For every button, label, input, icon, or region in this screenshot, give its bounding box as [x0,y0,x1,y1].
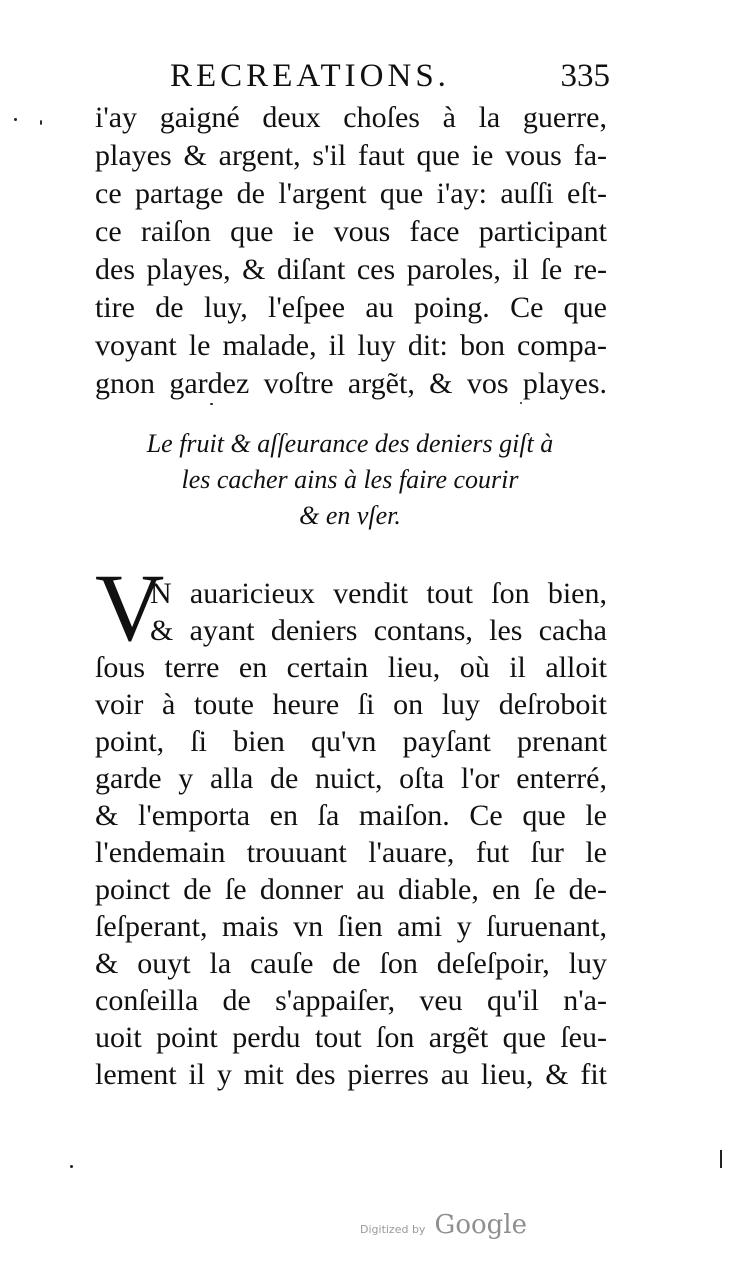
paragraph-line: ce partage de l'argent que i'ay: auſſi eſt- [95,177,607,210]
scan-speck [70,1165,73,1168]
paragraph-line: i'ay gaigné deux choſes à la guerre, [95,101,607,134]
story-line: lement il y mit des pierres au lieu, & fit [95,1058,607,1091]
paragraph-line: tire de luy, l'eſpee au poing. Ce que [95,291,607,324]
story-line: point, ſi bien qu'vn payſant prenant [95,725,607,758]
scan-speck [210,403,213,405]
running-title: RECREATIONS. [170,58,450,94]
story-line: uoit point perdu tout ſon argẽt que ſeu- [95,1021,607,1054]
story-line: & ouyt la cauſe de ſon deſeſpoir, luy [95,947,607,980]
story-line: ſeſperant, mais vn ſien ami y ſuruenant, [95,910,607,943]
paragraph-line: ce raiſon que ie vous face participant [95,215,607,248]
story-line: ſous terre en certain lieu, où il alloit [95,651,607,684]
page-number: 335 [560,58,610,94]
scan-speck [14,118,17,121]
story-line: & l'emporta en ſa maiſon. Ce que le [95,799,607,832]
drop-cap: V [95,554,165,661]
scan-speck [40,120,42,125]
story-line: N auaricieux vendit tout ſon bien, [150,577,607,610]
running-head [170,58,610,98]
story-line: & ayant deniers contans, les cacha [150,614,607,647]
section-heading-line: Le fruit & aſſeurance des deniers giſt à [146,429,554,458]
paragraph-line: playes & argent, s'il faut que ie vous fa- [95,139,607,172]
paragraph-line: gnon gardez voſtre argẽt, & vos playes. [95,367,607,400]
story-line: voir à toute heure ſi on luy deſroboit [95,688,607,721]
section-heading-line: les cacher ains à les faire courir [181,465,519,494]
scan-speck [720,1150,722,1168]
story-line: poinct de ſe donner au diable, en ſe de- [95,873,607,906]
paragraph-line: des playes, & diſant ces paroles, il ſe re- [95,253,607,286]
scan-speck [520,402,522,404]
section-heading-line: & en vſer. [299,501,401,530]
story-line: garde y alla de nuict, oſta l'or enterré, [95,762,607,795]
google-logo: Google [434,1210,527,1240]
story-line: conſeilla de s'appaiſer, veu qu'il n'a- [95,984,607,1017]
digitization-watermark [360,1210,527,1240]
paragraph-line: voyant le malade, il luy dit: bon compa- [95,329,607,362]
story-line: l'endemain trouuant l'auare, fut ſur le [95,836,607,869]
watermark-caption: Digitized by [360,1223,426,1236]
